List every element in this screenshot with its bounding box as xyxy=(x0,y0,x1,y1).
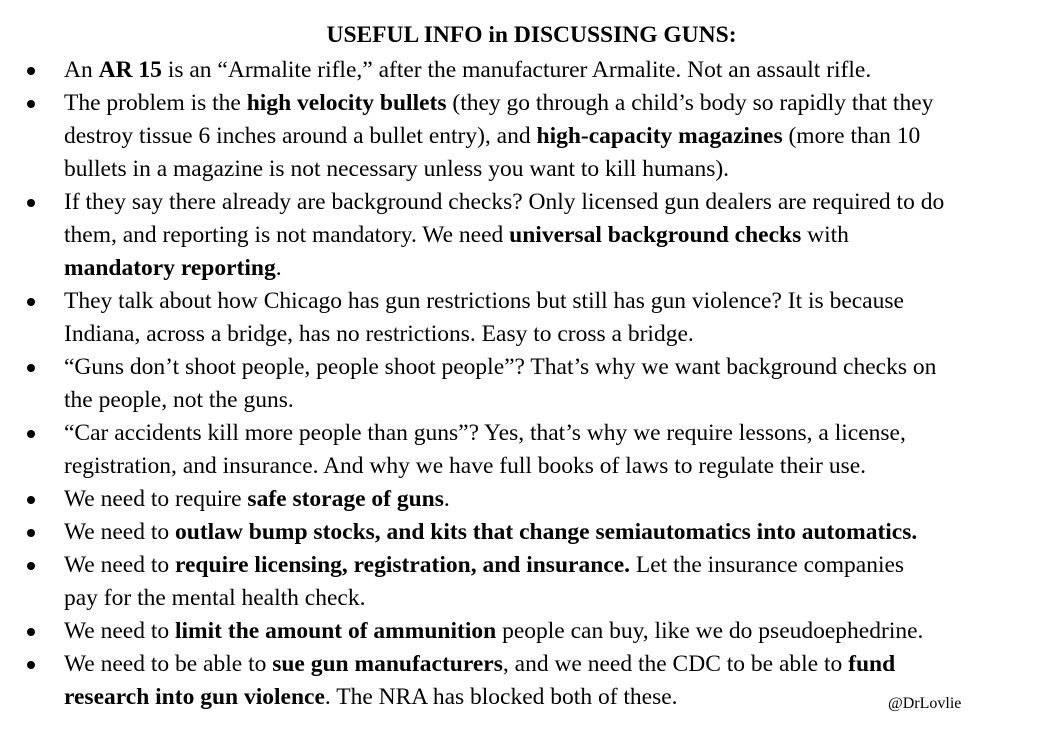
bullet-item xyxy=(0,351,944,417)
bullet-line xyxy=(64,153,944,186)
bullet-item xyxy=(0,54,944,87)
bullet-line xyxy=(64,54,944,87)
text-run: If they say there already are background checks? Only licensed gun dealers are required to do xyxy=(64,189,945,215)
bullet-dot-icon xyxy=(27,628,35,636)
text-run: (they go through a child’s body so rapidly that they xyxy=(446,90,934,116)
bullet-item xyxy=(0,186,944,285)
author-handle: @DrLovlie xyxy=(888,695,962,712)
bullet-line xyxy=(64,615,944,648)
bullet-line xyxy=(64,582,944,615)
bullet-dot-icon xyxy=(27,199,35,207)
text-run: We need to xyxy=(64,519,175,545)
bullet-line xyxy=(64,516,944,549)
bullet-dot-icon xyxy=(27,562,35,570)
text-run: is an “Armalite rifle,” after the manufacturer Armalite. Not an assault rifle. xyxy=(161,57,872,83)
bullet-dot-icon xyxy=(27,100,35,108)
bold-text: sue gun manufacturers xyxy=(272,651,503,677)
text-run: We need to require xyxy=(64,486,248,512)
bullet-line xyxy=(64,87,944,120)
bullet-dot-icon xyxy=(27,529,35,537)
bold-text: universal background checks xyxy=(509,222,802,248)
text-run: registration, and insurance. And why we have full books of laws to regulate their use. xyxy=(64,453,867,479)
bullet-dot-icon xyxy=(27,364,35,372)
text-run: “Car accidents kill more people than guns”? Yes, that’s why we require lessons, a license, xyxy=(64,420,906,446)
bullet-item xyxy=(0,87,944,186)
bold-text: mandatory reporting xyxy=(64,255,276,281)
text-run: They talk about how Chicago has gun restrictions but still has gun violence? It is because xyxy=(64,288,904,314)
bullet-line xyxy=(64,186,944,219)
bold-text: fund xyxy=(848,651,896,677)
text-run: people can buy, like we do pseudoephedrine. xyxy=(496,618,924,644)
bold-text: safe storage of guns xyxy=(247,486,444,512)
bullet-line xyxy=(64,450,944,483)
text-run: bullets in a magazine is not necessary unless you want to kill humans). xyxy=(64,156,730,182)
bold-text: require licensing, registration, and insurance. xyxy=(175,552,631,578)
bullet-item xyxy=(0,285,944,351)
bullet-line xyxy=(64,351,944,384)
text-run: Let the insurance companies xyxy=(630,552,905,578)
bold-text: high velocity bullets xyxy=(246,90,447,116)
bullet-line xyxy=(64,483,944,516)
bullet-line xyxy=(64,681,944,714)
text-run: We need to xyxy=(64,618,175,644)
text-run: the people, not the guns. xyxy=(64,387,294,413)
bold-text: AR 15 xyxy=(98,57,162,83)
bullet-dot-icon xyxy=(27,661,35,669)
text-run: . xyxy=(275,255,282,281)
text-run: . The NRA has blocked both of these. xyxy=(324,684,678,710)
bullet-dot-icon xyxy=(27,67,35,75)
text-run: (more than 10 xyxy=(782,123,921,149)
text-run: We need to xyxy=(64,552,175,578)
bullet-item xyxy=(0,549,944,615)
bullet-line xyxy=(64,384,944,417)
bold-text: high-capacity magazines xyxy=(536,123,783,149)
bullet-item xyxy=(0,516,944,549)
text-run: “Guns don’t shoot people, people shoot people”? That’s why we want background checks on xyxy=(64,354,937,380)
text-run: The problem is the xyxy=(64,90,247,116)
bullet-line xyxy=(64,219,944,252)
text-run: Indiana, across a bridge, has no restrictions. Easy to cross a bridge. xyxy=(64,321,694,347)
bold-text: outlaw bump stocks, and kits that change semiautomatics into automatics. xyxy=(175,519,918,545)
bullet-item xyxy=(0,417,944,483)
text-run: them, and reporting is not mandatory. We need xyxy=(64,222,510,248)
text-run: An xyxy=(64,57,99,83)
bullet-item xyxy=(0,483,944,516)
bullet-line xyxy=(64,252,944,285)
text-run: pay for the mental health check. xyxy=(64,585,366,611)
bullet-list xyxy=(0,54,944,714)
bullet-line xyxy=(64,318,944,351)
text-run: , and we need the CDC to be able to xyxy=(502,651,849,677)
text-run: with xyxy=(801,222,849,248)
text-run: destroy tissue 6 inches around a bullet entry), and xyxy=(64,123,537,149)
bullet-item xyxy=(0,615,944,648)
bullet-line xyxy=(64,120,944,153)
bold-text: limit the amount of ammunition xyxy=(175,618,497,644)
text-run: . xyxy=(443,486,450,512)
bullet-line xyxy=(64,648,944,681)
bullet-dot-icon xyxy=(27,298,35,306)
bold-text: research into gun violence xyxy=(64,684,325,710)
bullet-line xyxy=(64,417,944,450)
bullet-dot-icon xyxy=(27,496,35,504)
bullet-dot-icon xyxy=(27,430,35,438)
bullet-item xyxy=(0,648,944,714)
bullet-line xyxy=(64,549,944,582)
document-title: USEFUL INFO in DISCUSSING GUNS: xyxy=(326,22,737,48)
text-run: We need to be able to xyxy=(64,651,273,677)
bullet-line xyxy=(64,285,944,318)
